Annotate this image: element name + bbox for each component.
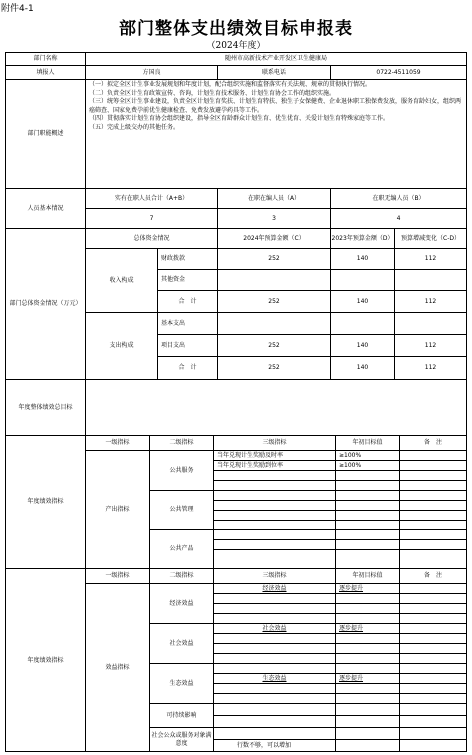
perf1-note[interactable] xyxy=(400,491,467,501)
perf1-note[interactable] xyxy=(400,481,467,491)
funds-label: 部门总体资金情况（万元） xyxy=(6,229,86,380)
fund-row-name: 基本支出 xyxy=(158,313,218,335)
perf2-note[interactable] xyxy=(400,694,467,704)
perf2-indicator[interactable] xyxy=(214,594,336,604)
fund-row-d[interactable]: 140 xyxy=(331,335,395,357)
perf1-indicator[interactable] xyxy=(214,501,336,511)
perf2-indicator[interactable] xyxy=(214,684,336,694)
perf2-target[interactable] xyxy=(336,716,400,728)
funds-2024-header: 2024年预算金额（C） xyxy=(218,229,331,249)
perf2-indicator[interactable] xyxy=(214,728,336,740)
perf1-target[interactable] xyxy=(336,521,400,530)
fund-row-d[interactable]: 140 xyxy=(331,291,395,313)
staff-total-header: 实有在职人员合计（A+B） xyxy=(86,189,218,209)
form-table xyxy=(5,52,467,752)
perf1-note[interactable] xyxy=(400,451,467,461)
staff-a-value[interactable]: 3 xyxy=(218,209,331,229)
perf1-note[interactable] xyxy=(400,530,467,540)
perf1-h4: 年初目标值 xyxy=(336,436,400,451)
perf2-label: 年度绩效指标 xyxy=(6,569,86,752)
staff-a-header: 在职在编人员（A） xyxy=(218,189,331,209)
fund-row-name: 项目支出 xyxy=(158,335,218,357)
staff-b-header: 在职无编人员（B） xyxy=(331,189,467,209)
perf1-target[interactable] xyxy=(336,540,400,550)
perf2-target[interactable] xyxy=(336,728,400,740)
fund-row-c[interactable]: 252 xyxy=(218,357,331,380)
perf2-note[interactable] xyxy=(400,728,467,740)
perf1-target[interactable] xyxy=(336,471,400,481)
staff-total-value[interactable]: 7 xyxy=(86,209,218,229)
fund-row-cd[interactable] xyxy=(395,270,467,291)
duty-text[interactable] xyxy=(86,80,467,189)
perf2-indicator[interactable] xyxy=(214,644,336,654)
fund-row-cd[interactable]: 112 xyxy=(395,335,467,357)
funds-2023-header: 2023年预算金额（D） xyxy=(331,229,395,249)
perf1-target[interactable]: ≥100% xyxy=(336,461,400,471)
perf2-h5: 备 注 xyxy=(400,569,467,584)
perf2-target[interactable]: 逐步提升 xyxy=(336,674,400,684)
perf2-h4: 年初目标值 xyxy=(336,569,400,584)
perf2-target[interactable] xyxy=(336,664,400,674)
perf2-note[interactable] xyxy=(400,584,467,594)
fund-row-name: 其他资金 xyxy=(158,270,218,291)
page-title: 部门整体支出绩效目标申报表 xyxy=(119,19,353,39)
duty-item: （四）贯彻落实计划生育协会组织建设，指导全区育龄群众计划生育、优生优育、关爱计划生育特殊家庭等工作。 xyxy=(89,115,390,123)
duty-label: 部门职能概述 xyxy=(6,80,86,189)
duty-item: （二）负责全区计生育政策宣传、咨询，计划生育技术服务、计划生育协会工作的组织实施。 xyxy=(89,89,336,97)
perf2-note[interactable] xyxy=(400,654,467,664)
perf2-note[interactable] xyxy=(400,704,467,716)
fund-row-cd[interactable]: 112 xyxy=(395,291,467,313)
perf2-target[interactable]: 逐步提升 xyxy=(336,584,400,594)
perf1-indicator[interactable] xyxy=(214,511,336,521)
perf2-indicator[interactable] xyxy=(214,664,336,674)
staff-b-value[interactable]: 4 xyxy=(331,209,467,229)
perf2-target[interactable] xyxy=(336,614,400,624)
perf1-target[interactable] xyxy=(336,481,400,491)
perf1-label: 年度绩效指标 xyxy=(6,436,86,569)
fund-row-name: 合 计 xyxy=(158,357,218,380)
goal-label: 年度整体绩效总目标 xyxy=(6,380,86,436)
duty-item: （五）完成上级交办的其他任务。 xyxy=(89,123,180,131)
perf1-indicator[interactable] xyxy=(214,521,336,530)
fund-row-c[interactable] xyxy=(218,270,331,291)
fund-row-cd[interactable] xyxy=(395,313,467,335)
dept-label: 部门名称 xyxy=(6,53,86,66)
perf1-indicator[interactable]: 当年兑现计生奖励到位率 xyxy=(214,461,336,471)
perf2-indicator[interactable] xyxy=(214,654,336,664)
perf1-level1: 产出指标 xyxy=(86,451,150,569)
funds-total-header: 总体资金情况 xyxy=(86,229,218,249)
perf1-h2: 二级指标 xyxy=(150,436,214,451)
income-label: 收入构成 xyxy=(86,249,158,313)
fund-row-c[interactable]: 252 xyxy=(218,249,331,270)
perf1-note[interactable] xyxy=(400,461,467,471)
perf2-note[interactable] xyxy=(400,740,467,752)
filler-value[interactable]: 方国良 xyxy=(86,66,218,80)
perf2-note[interactable] xyxy=(400,604,467,614)
perf2-note[interactable] xyxy=(400,594,467,604)
perf1-h5: 备 注 xyxy=(400,436,467,451)
perf1-target[interactable]: ≥100% xyxy=(336,451,400,461)
filler-label: 填报人 xyxy=(6,66,86,80)
fund-row-d[interactable] xyxy=(331,313,395,335)
perf2-indicator[interactable]: 经济效益 xyxy=(214,584,336,594)
perf2-indicator[interactable]: 社会效益 xyxy=(214,624,336,634)
phone-label: 联系电话 xyxy=(218,66,331,80)
perf2-target[interactable] xyxy=(336,634,400,644)
perf2-econ: 经济效益 xyxy=(150,584,214,624)
phone-value[interactable]: 0722-4511059 xyxy=(331,66,467,80)
perf1-target[interactable] xyxy=(336,501,400,511)
perf2-target[interactable] xyxy=(336,684,400,694)
perf2-note[interactable] xyxy=(400,664,467,674)
perf1-h3: 三级指标 xyxy=(214,436,336,451)
fund-row-name: 财政拨款 xyxy=(158,249,218,270)
perf2-note[interactable] xyxy=(400,674,467,684)
perf2-indicator[interactable] xyxy=(214,716,336,728)
perf2-indicator[interactable] xyxy=(214,694,336,704)
fund-row-c[interactable] xyxy=(218,313,331,335)
perf1-target[interactable] xyxy=(336,530,400,540)
fund-row-c[interactable]: 252 xyxy=(218,335,331,357)
perf2-note[interactable] xyxy=(400,634,467,644)
fund-row-d[interactable]: 140 xyxy=(331,249,395,270)
perf1-indicator[interactable] xyxy=(214,550,336,569)
perf2-target[interactable] xyxy=(336,644,400,654)
perf1-target[interactable] xyxy=(336,511,400,521)
perf1-target[interactable] xyxy=(336,491,400,501)
perf2-sustain: 可持续影响 xyxy=(150,704,214,728)
staff-label: 人员基本情况 xyxy=(6,189,86,229)
perf2-target[interactable] xyxy=(336,740,400,752)
perf2-target[interactable] xyxy=(336,694,400,704)
perf2-target[interactable] xyxy=(336,594,400,604)
perf2-note[interactable] xyxy=(400,716,467,728)
perf2-indicator[interactable] xyxy=(214,634,336,644)
perf2-indicator[interactable]: 生态效益 xyxy=(214,674,336,684)
perf2-target[interactable] xyxy=(336,654,400,664)
perf2-indicator[interactable] xyxy=(214,704,336,716)
expense-label: 支出构成 xyxy=(86,313,158,380)
perf1-services: 公共服务 xyxy=(150,451,214,491)
perf1-target[interactable] xyxy=(336,550,400,569)
duty-item: （三）统筹全区计生事业建设，负责全区计划生育奖扶、计划生育特扶、独生子女保健费、企业退休职工独保费发放，服务育龄妇女，组织两癌筛查、国家免费孕前优生健康检查、免费发放避孕药具等工作。 xyxy=(89,98,462,114)
perf1-note[interactable] xyxy=(400,540,467,550)
perf2-target[interactable] xyxy=(336,704,400,716)
perf1-indicator[interactable] xyxy=(214,491,336,501)
perf1-indicator[interactable] xyxy=(214,540,336,550)
perf2-social: 社会效益 xyxy=(150,624,214,664)
fund-row-c[interactable]: 252 xyxy=(218,291,331,313)
perf2-h1: 一级指标 xyxy=(86,569,150,584)
perf1-product: 公共产品 xyxy=(150,530,214,569)
perf2-satisfaction: 社会公众或服务对象满意度 xyxy=(150,728,214,752)
fund-row-d[interactable] xyxy=(331,270,395,291)
perf2-note[interactable] xyxy=(400,624,467,634)
perf2-note[interactable] xyxy=(400,614,467,624)
attachment-label: 附件4-1 xyxy=(1,4,34,14)
perf1-indicator[interactable] xyxy=(214,530,336,540)
fund-row-name: 合 计 xyxy=(158,291,218,313)
perf2-target[interactable] xyxy=(336,604,400,614)
perf1-indicator[interactable]: 当年兑现计生奖励及时率 xyxy=(214,451,336,461)
perf1-note[interactable] xyxy=(400,471,467,481)
perf1-h1: 一级指标 xyxy=(86,436,150,451)
perf2-note[interactable] xyxy=(400,684,467,694)
perf2-h3: 三级指标 xyxy=(214,569,336,584)
perf2-h2: 二级指标 xyxy=(150,569,214,584)
year-label: （2024年度） xyxy=(206,41,266,51)
perf2-indicator[interactable]: 行数不够，可以增加 xyxy=(214,740,336,752)
perf1-note[interactable] xyxy=(400,501,467,511)
goal-value[interactable] xyxy=(86,380,467,436)
fund-row-cd[interactable]: 112 xyxy=(395,357,467,380)
perf1-indicator[interactable] xyxy=(214,481,336,491)
fund-row-d[interactable]: 140 xyxy=(331,357,395,380)
funds-change-header: 预算增减变化（C-D） xyxy=(395,229,467,249)
dept-value[interactable]: 随州市高新技术产业开发区卫生健康局 xyxy=(86,53,467,66)
duty-item: （一）拟定全区计生事业发展规划和年度计划，配合组织实施和监督落实有关法规、规章的贯彻执行情况。 xyxy=(89,81,372,88)
perf2-note[interactable] xyxy=(400,644,467,654)
perf1-note[interactable] xyxy=(400,521,467,530)
perf2-level1: 效益指标 xyxy=(86,584,150,752)
fund-row-cd[interactable]: 112 xyxy=(395,249,467,270)
perf2-target[interactable]: 逐步提升 xyxy=(336,624,400,634)
perf1-indicator[interactable] xyxy=(214,471,336,481)
perf2-eco: 生态效益 xyxy=(150,664,214,704)
perf2-indicator[interactable] xyxy=(214,604,336,614)
perf1-note[interactable] xyxy=(400,550,467,569)
perf1-note[interactable] xyxy=(400,511,467,521)
perf1-mgmt: 公共管理 xyxy=(150,491,214,530)
perf2-indicator[interactable] xyxy=(214,614,336,624)
